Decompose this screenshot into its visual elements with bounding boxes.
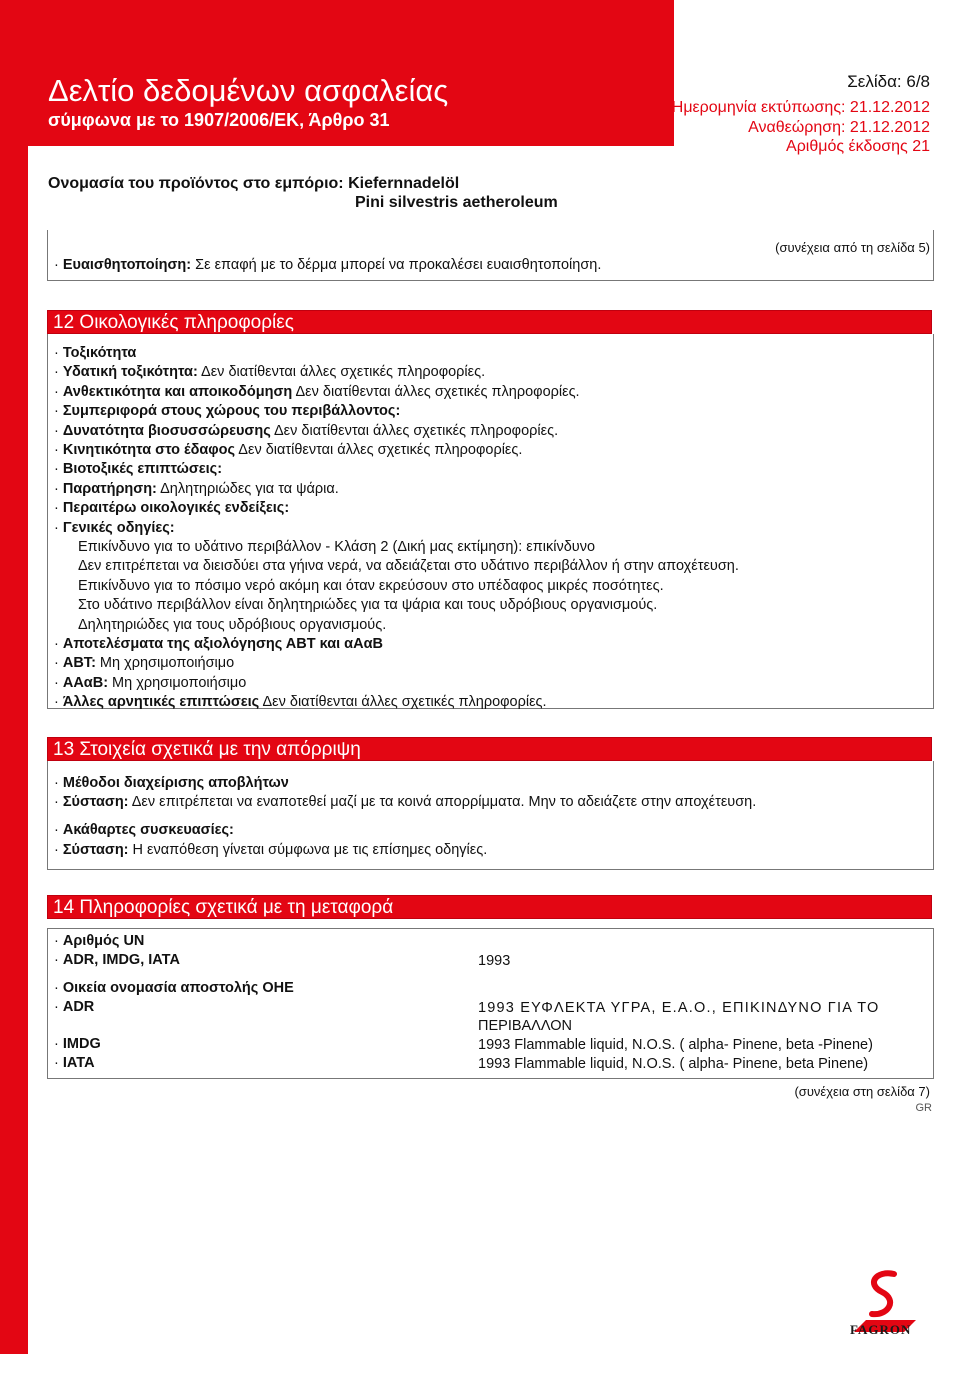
s12b-line [54,694,547,710]
section-12-heading: 12 Οικολογικές πληροφορίες [47,310,932,334]
section-14-heading: 14 Πληροφορίες σχετικά με τη μεταφορά [47,895,932,919]
s13-line-label: Ακάθαρτες συσκευασίες: [62,822,234,838]
s12b-line-text: Δεν διατίθενται άλλες σχετικές πληροφορίες. [259,694,547,711]
shipping-name-label [54,980,294,996]
s12-line [54,500,289,516]
s12-general-text: Δεν επιτρέπεται να διεισδύει στα γήινα νερά, να αδειάζεται στο υδάτινο περιβάλλον ή στην αποχέτευση. [78,558,739,575]
adr-label-text: ADR [62,999,95,1015]
shipping-name-label-text: Οικεία ονομασία αποστολής ΟΗΕ [62,980,294,996]
s12-line-text: Δηλητηριώδες για τα ψάρια. [156,480,339,497]
s12b-line-text: Μη χρησιμοποιήσιμο [108,674,247,691]
document-subtitle: σύμφωνα με το 1907/2006/ΕΚ, Άρθρο 31 [48,110,390,130]
s12b-line [54,675,246,691]
adr-value-line1: 1993 ΕΥΦΛΕΚΤΑ ΥΓΡΑ, Ε.Α.Ο., ΕΠΙΚΙΝΔΥΝΟ ΓΙΑ ΤΟ [478,1000,880,1016]
iata-label-text: IATA [62,1055,95,1071]
iata-value: 1993 Flammable liquid, N.O.S. ( alpha- Pinene, beta Pinene) [478,1056,869,1072]
sensitization-text: Σε επαφή με το δέρμα μπορεί να προκαλέσει ευαισθητοποίηση. [195,257,602,273]
s12-line [54,442,522,458]
s12b-line-label: ΑΑαΒ: [62,674,109,691]
s13-line-label: Σύσταση: [62,794,129,810]
s12-line [54,403,400,419]
version-number: Αριθμός έκδοσης 21 [786,138,930,155]
continued-box [47,230,934,281]
s12-line [54,384,580,400]
s12-line [54,461,222,477]
s12b-line [54,636,383,652]
s12-line-label: Δυνατότητα βιοσυσσώρευσης [62,422,271,439]
s13-line [54,794,756,810]
product-label-line [48,175,459,193]
s12b-line-label: Άλλες αρνητικές επιπτώσεις [62,694,260,711]
product-latin-name: Pini silvestris aetheroleum [355,194,558,211]
revision-date: Αναθεώρηση: 21.12.2012 [748,119,930,136]
s12-line-label: Βιοτοξικές επιπτώσεις: [62,461,223,478]
s12-line [54,423,558,439]
s12-line [54,364,485,380]
s13-line [54,842,487,858]
s12-line-text: Δεν διατίθενται άλλες σχετικές πληροφορίες. [292,383,580,400]
s12-line-label: Παρατήρηση: [62,480,157,497]
s13-line [54,775,289,791]
s12-line-text: Δεν διατίθενται άλλες σχετικές πληροφορίες. [197,364,486,381]
adr-value-line2: ΠΕΡΙΒΑΛΛΟΝ [478,1018,573,1034]
adr-label [54,999,94,1015]
s12-line-label: Κινητικότητα στο έδαφος [62,442,236,458]
un-number-label-text: Αριθμός UN [62,933,145,949]
sensitization-label: Ευαισθητοποίηση: [62,257,192,273]
section-13-heading: 13 Στοιχεία σχετικά με την απόρριψη [47,737,932,761]
s12-general-text: Δηλητηριώδες για τους υδρόβιους οργανισμούς. [78,616,387,633]
s13-line-text: Δεν επιτρέπεται να εναποτεθεί μαζί με τα κοινά απορρίμματα. Μην το αδειάζετε στην αποχέτευση. [128,794,757,810]
s12-line-label: Υδατική τοξικότητα: [62,364,198,381]
continued-to: (συνέχεια στη σελίδα 7) [794,1084,930,1099]
product-label: Ονομασία του προϊόντος στο εμπόριο: [48,175,344,192]
s12-general-text: Στο υδάτινο περιβάλλον είναι δηλητηριώδες για τα ψάρια και τους υδρόβιους οργανισμούς. [78,597,658,614]
un-modes-label-text: ADR, IMDG, IATA [62,952,180,968]
s13-line-label: Μέθοδοι διαχείρισης αποβλήτων [62,775,289,791]
s13-line-text: Η εναπόθεση γίνεται σύμφωνα με τις επίσημες οδηγίες. [128,842,488,858]
s12b-line [54,655,234,671]
s12-line [54,481,339,497]
document-title: Δελτίο δεδομένων ασφαλείας [48,73,449,108]
un-number-value: 1993 [478,953,511,969]
s12b-line-label: Αποτελέσματα της αξιολόγησης ΑΒΤ και αΑαΒ [62,636,383,652]
imdg-value: 1993 Flammable liquid, N.O.S. ( alpha- Pinene, beta -Pinene) [478,1037,873,1053]
iata-label [54,1055,95,1071]
language-code: GR [915,1102,932,1114]
s12-line [54,345,136,361]
s12-line-text: Δεν διατίθενται άλλες σχετικές πληροφορίες. [235,442,523,458]
imdg-label-text: IMDG [62,1036,101,1052]
s12-general-text: Επικίνδυνο για το πόσιμο νερό ακόμη και όταν εκρεύσουν στο υπέδαφος μικρές ποσότητες. [78,577,664,594]
print-date: Ημερομηνία εκτύπωσης: 21.12.2012 [671,99,930,116]
s13-line [54,822,234,838]
s12-line-label: Συμπεριφορά στους χώρους του περιβάλλοντος: [62,403,401,420]
s12b-line-text: Μη χρησιμοποιήσιμο [95,655,235,672]
s12-line [54,520,175,536]
s12-line-label: Ανθεκτικότητα και αποικοδόμηση [62,383,293,400]
s12-line-label: Γενικές οδηγίες: [62,519,175,536]
fagron-logo-text: FAGRON [850,1322,912,1337]
imdg-label [54,1036,101,1052]
s12-general-text: Επικίνδυνο για το υδάτινο περιβάλλον - Κλάση 2 (Δική μας εκτίμηση): επικίνδυνο [78,539,596,555]
s12-line-label: Τοξικότητα [62,345,137,361]
continued-from: (συνέχεια από τη σελίδα 5) [775,240,930,255]
s12b-line-label: ΑΒΤ: [62,655,96,672]
un-modes-label [54,952,180,968]
product-name: Kiefernnadelöl [348,175,460,192]
page-number: Σελίδα: 6/8 [847,72,930,91]
sensitization-line [54,257,601,273]
s12-line-text: Δεν διατίθενται άλλες σχετικές πληροφορίες. [270,422,559,439]
s13-line-label: Σύσταση: [62,842,129,858]
s12-line-label: Περαιτέρω οικολογικές ενδείξεις: [62,500,290,517]
fagron-logo [836,1268,932,1350]
un-number-label [54,933,144,949]
